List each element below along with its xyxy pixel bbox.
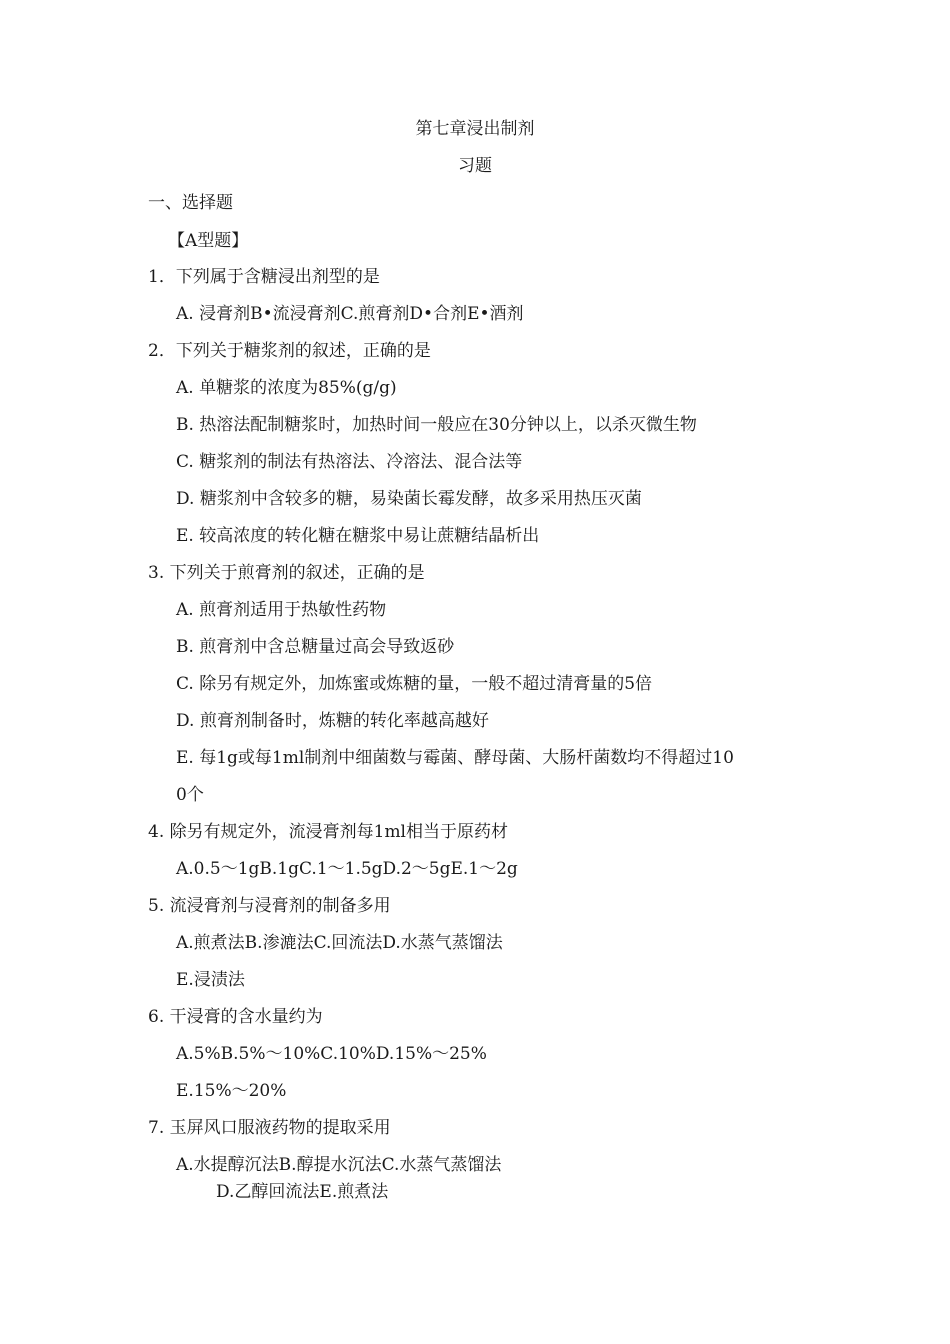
question-options: A.5%B.5%〜10%C.10%D.15%〜25% [176, 1044, 487, 1064]
question-type-heading: 【A型题】 [168, 231, 249, 251]
question-option: B. 煎膏剂中含总糖量过高会导致返砂 [176, 637, 455, 657]
question-stem: 6. 干浸膏的含水量约为 [148, 1007, 323, 1027]
question-option: D. 煎膏剂制备时，炼糖的转化率越高越好 [176, 711, 489, 731]
question-option: E. 每1g或每1ml制剂中细菌数与霉菌、酵母菌、大肠杆菌数均不得超过10 [176, 748, 734, 768]
question-stem: 7. 玉屏风口服液药物的提取采用 [148, 1118, 391, 1138]
question-options: E.浸渍法 [176, 970, 245, 990]
question-option: D. 糖浆剂中含较多的糖，易染菌长霉发酵，故多采用热压灭菌 [176, 489, 642, 509]
question-options: A. 浸膏剂B•流浸膏剂C.煎膏剂D•合剂E•酒剂 [176, 304, 524, 324]
question-stem: 5. 流浸膏剂与浸膏剂的制备多用 [148, 896, 391, 916]
question-options: D.乙醇回流法E.煎煮法 [216, 1182, 389, 1202]
question-option: C. 糖浆剂的制法有热溶法、冷溶法、混合法等 [176, 452, 523, 472]
question-options: A.0.5〜1gB.1gC.1〜1.5gD.2〜5gE.1〜2g [176, 859, 518, 879]
question-options: A.煎煮法B.渗漉法C.回流法D.水蒸气蒸馏法 [176, 933, 503, 953]
question-option: B. 热溶法配制糖浆时，加热时间一般应在30分钟以上，以杀灭微生物 [176, 415, 697, 435]
chapter-subtitle: 习题 [458, 156, 492, 176]
question-option: A. 单糖浆的浓度为85%(g/g) [176, 378, 397, 398]
question-stem: 2．下列关于糖浆剂的叙述，正确的是 [148, 341, 431, 361]
question-options: A.水提醇沉法B.醇提水沉法C.水蒸气蒸馏法 [176, 1155, 502, 1175]
chapter-title: 第七章浸出制剂 [415, 119, 535, 139]
question-option: E. 较高浓度的转化糖在糖浆中易让蔗糖结晶析出 [176, 526, 540, 546]
question-stem: 1．下列属于含糖浸出剂型的是 [148, 267, 380, 287]
question-stem: 4. 除另有规定外，流浸膏剂每1ml相当于原药材 [148, 822, 508, 842]
section-heading: 一、选择题 [148, 193, 233, 213]
question-options: E.15%〜20% [176, 1081, 287, 1101]
question-option: A. 煎膏剂适用于热敏性药物 [176, 600, 387, 620]
question-stem: 3. 下列关于煎膏剂的叙述，正确的是 [148, 563, 425, 583]
question-option-continued: 0个 [176, 785, 204, 805]
question-option: C. 除另有规定外，加炼蜜或炼糖的量，一般不超过清膏量的5倍 [176, 674, 653, 694]
